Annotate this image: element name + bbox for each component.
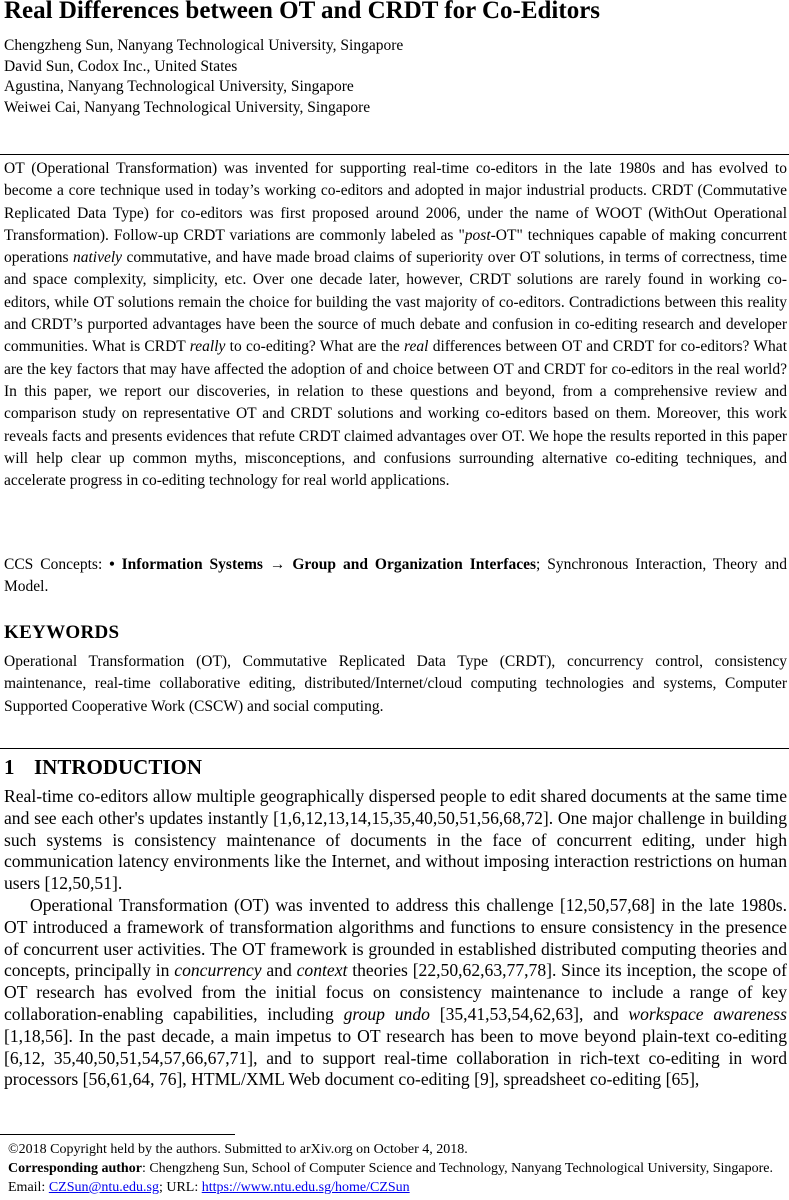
abstract-text: to co-editing? What are the xyxy=(225,338,405,356)
email-link[interactable]: CZSun@ntu.edu.sg xyxy=(48,1180,159,1195)
section-title: INTRODUCTION xyxy=(34,755,203,779)
author-line: Weiwei Cai, Nanyang Technological University, Singapore xyxy=(4,98,371,116)
intro-emphasis-context: context xyxy=(296,960,348,981)
intro-paragraph-2 xyxy=(4,895,787,1091)
abstract-emphasis-post: post xyxy=(464,226,491,244)
abstract-text: -OT" techniques capable of making concurrent operations xyxy=(4,226,787,267)
divider-section xyxy=(0,748,789,749)
intro-text: and xyxy=(261,960,297,981)
abstract-emphasis-real: real xyxy=(404,338,429,356)
author-line: Agustina, Nanyang Technological University, Singapore xyxy=(4,78,354,95)
abstract-emphasis-natively: natively xyxy=(73,249,123,267)
copyright-notice: ©2018 Copyright held by the authors. Submitted to arXiv.org on October 4, 2018. xyxy=(8,1142,468,1157)
intro-emphasis-concurrency: concurrency xyxy=(174,960,262,981)
intro-text: Operational Transformation (OT) was invented to address this challenge [12,50,57,68] in the late 1980s. OT introduced a framework of transformation algorithms and functions to ensure consistency in the presence of concurrent user activities. The OT framework is grounded in established distributed computing theories and concepts, principally in xyxy=(4,894,787,981)
abstract-text: differences between OT and CRDT for co-editors? What are the key factors that may have affected the adoption of and choice between OT and CRDT for co-editors in the real world? In this paper, we report our discoveries, in relation to these questions and beyond, from a comprehensive review and comparison study on representative OT and CRDT solutions and working co-editors based on them. Moreover, this work reveals facts and presents evidences that refute CRDT claimed advantages over OT. We hope the results reported in this paper will help clear up common myths, misconceptions, and confusions surrounding alternative co-editing techniques, and accelerate progress in co-editing technology for real world applications. xyxy=(4,338,787,490)
intro-emphasis-workspace-awareness: workspace awareness xyxy=(628,1003,787,1024)
author-line: David Sun, Codox Inc., United States xyxy=(4,57,238,75)
homepage-link[interactable]: https://www.ntu.edu.sg/home/CZSun xyxy=(201,1180,410,1195)
corresponding-text: : Chengzheng Sun, School of Computer Science and Technology, Nanyang Technological University, Singapore. Email: xyxy=(8,1161,773,1195)
author-list xyxy=(4,36,403,118)
ccs-prefix: CCS Concepts: xyxy=(4,556,110,573)
intro-text: theories [22,50,62,63,77,78]. Since its inception, the scope of OT research has evolved from the initial focus on consistency maintenance to include a range of key collaboration-enabling capabilities, including xyxy=(4,960,787,1024)
ccs-concepts xyxy=(4,554,787,598)
section-number: 1 xyxy=(4,755,15,779)
abstract-text: OT (Operational Transformation) was invented for supporting real-time co-editors in the late 1980s and has evolved to become a core technique used in today’s working co-editors and adopted in major industrial products. CRDT (Commutative Replicated Data Type) for co-editors was first proposed around 2006, under the name of WOOT (WithOut Operational Transformation). Follow-up CRDT variations are commonly labeled as " xyxy=(4,160,787,244)
abstract-text: commutative, and have made broad claims of superiority over OT solutions, in terms of correctness, time and space complexity, simplicity, etc. Over one decade later, however, CRDT solutions are rarely found in working co-editors, while OT solutions remain the choice for building the vast majority of co-editors. Contradictions between this reality and CRDT’s purported advantages have been the source of much debate and confusion in co-editing research and developer communities. What is CRDT xyxy=(4,249,787,356)
ccs-category: • Information Systems → Group and Organization Interfaces xyxy=(109,556,537,573)
author-line: Chengzheng Sun, Nanyang Technological University, Singapore xyxy=(4,37,404,54)
intro-emphasis-group-undo: group undo xyxy=(343,1003,430,1024)
abstract xyxy=(4,158,787,492)
footnote-rule xyxy=(0,1134,235,1135)
corresponding-label: Corresponding author xyxy=(8,1161,142,1176)
ccs-rest: ; Synchronous Interaction, Theory and Model. xyxy=(4,556,787,595)
paper-title: Real Differences between OT and CRDT for Co-Editors xyxy=(4,0,601,24)
keywords-text: Operational Transformation (OT), Commutative Replicated Data Type (CRDT), concurrency control, consistency maintenance, real-time collaborative editing, distributed/Internet/cloud computing technologies and systems, Computer Supported Cooperative Work (CSCW) and social computing. xyxy=(4,653,787,715)
intro-text: [35,41,53,54,62,63], and xyxy=(429,1003,629,1024)
intro-paragraph-1: Real-time co-editors allow multiple geographically dispersed people to edit shared documents at the same time and see each other's updates instantly [1,6,12,13,14,15,35,40,50,51,56,68,72]. One major challenge in building such systems is consistency maintenance of documents in the face of concurrent editing, under high communication latency environments like the Internet, and without imposing interaction restrictions on human users [12,50,51]. xyxy=(4,786,787,894)
footnote xyxy=(8,1140,778,1197)
keywords-heading: KEYWORDS xyxy=(4,622,120,643)
url-label: ; URL: xyxy=(158,1180,202,1195)
introduction-body xyxy=(4,786,787,1091)
intro-text: [1,18,56]. In the past decade, a main impetus to OT research has been to move beyond plain-text co-editing [6,12, 35,40,50,51,54,57,66,67,71], and to support real-time collaboration in rich-text co-editing in word processors [56,61,64, 76], HTML/XML Web document co-editing [9], spreadsheet co-editing [65], xyxy=(4,1025,787,1090)
corresponding-author xyxy=(8,1159,778,1197)
divider-top xyxy=(0,154,789,155)
abstract-emphasis-really: really xyxy=(189,338,226,356)
section-heading xyxy=(4,755,202,780)
